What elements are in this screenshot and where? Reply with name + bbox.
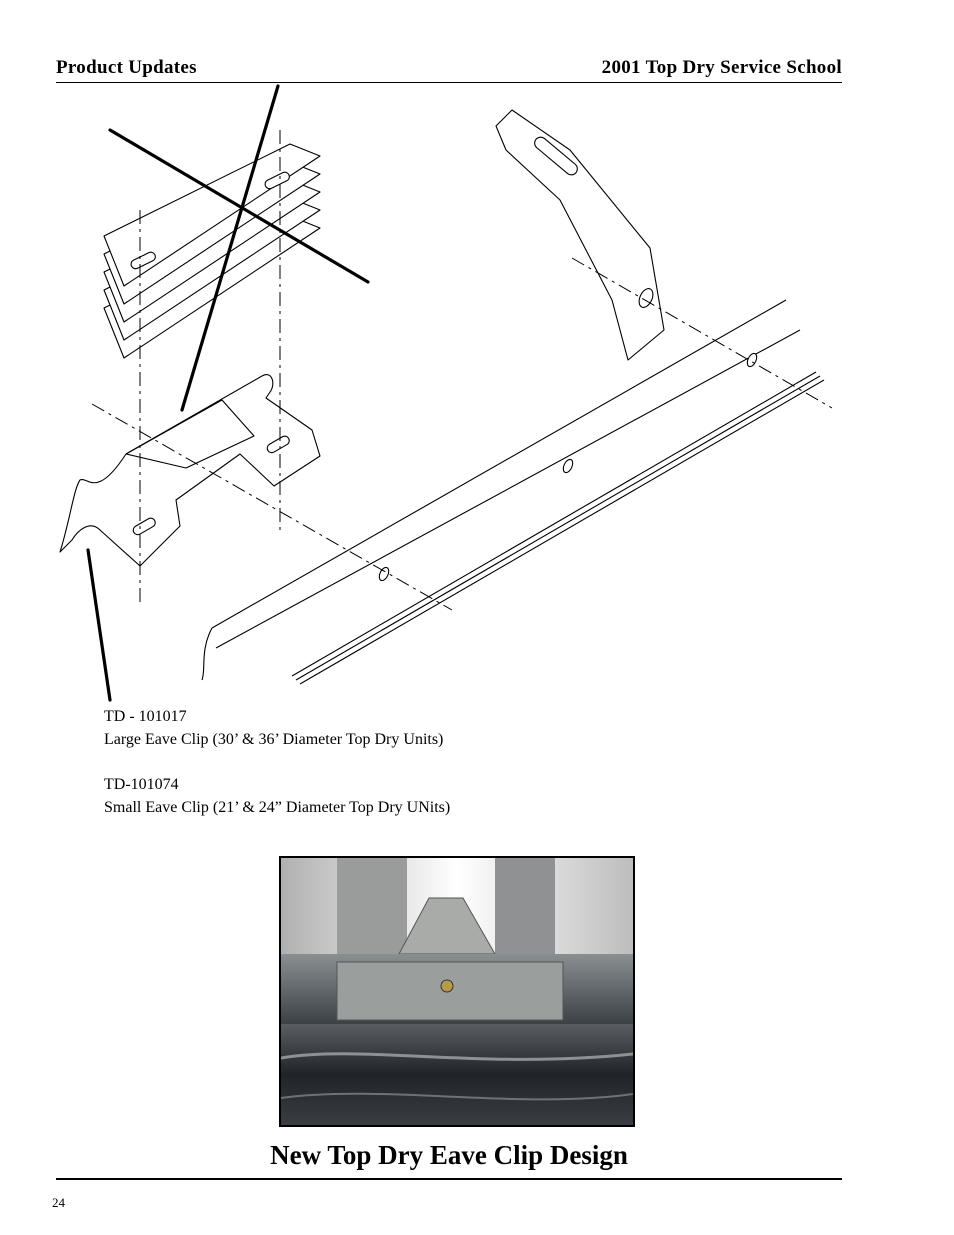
roof-bracket (496, 110, 664, 360)
photo-post (337, 858, 407, 958)
eave-gutter (216, 330, 800, 648)
eave-clip-photo (279, 856, 635, 1127)
gutter-hole (561, 458, 574, 474)
photo-gutter (281, 1024, 633, 1125)
eave-gutter (202, 628, 212, 680)
eave-gutter (300, 380, 824, 684)
part-description: Large Eave Clip (30’ & 36’ Diameter Top Dry Units) (104, 731, 444, 748)
header-rule (56, 82, 842, 83)
header-right: 2001 Top Dry Service School (601, 57, 842, 78)
eave-gutter (296, 376, 820, 680)
part-number: TD-101074 (104, 776, 179, 793)
eave-gutter (292, 372, 816, 676)
part-list (104, 705, 450, 819)
figure-caption: New Top Dry Eave Clip Design (270, 1140, 628, 1170)
gutter-hole (745, 352, 758, 368)
eave-clip-diagram (0, 84, 900, 704)
photo-post (495, 858, 555, 958)
part-description: Small Eave Clip (21’ & 24” Diameter Top Dry UNits) (104, 799, 451, 816)
page-number: 24 (52, 1195, 65, 1210)
header-left: Product Updates (56, 57, 197, 78)
footer-rule (56, 1178, 842, 1180)
photo-bolt (441, 980, 453, 992)
new-eave-clip (60, 375, 320, 566)
part-number: TD - 101017 (104, 708, 187, 725)
